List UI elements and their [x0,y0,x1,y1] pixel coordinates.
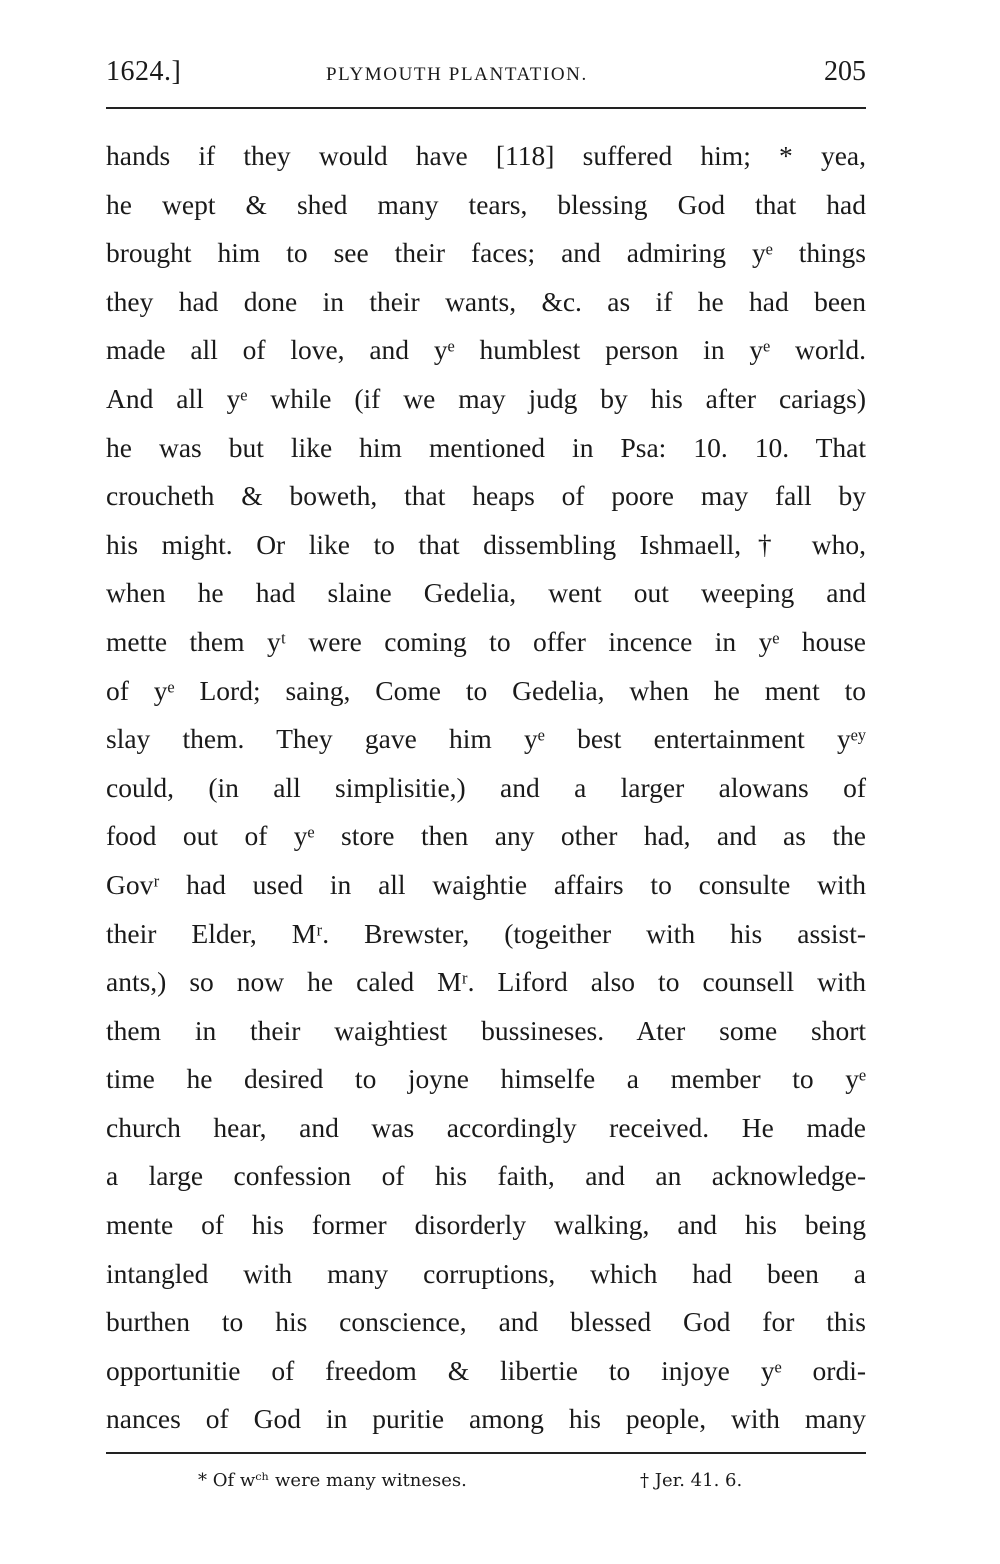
text-line: could, (in all simplisitie,) and a larger alowans of [106,771,866,803]
text-line: their Elder, Mʳ. Brewster, (togeither with his assist- [106,917,866,949]
footnote-star: * Of wᶜʰ were many witneses. [198,1470,467,1491]
running-head-year: 1624.] [106,56,182,87]
text-line: time he desired to joyne himselfe a member to yᵉ [106,1063,866,1095]
text-line: he wept & shed many tears, blessing God that had [106,188,866,220]
text-line: And all yᵉ while (if we may judg by his after cariags) [106,382,866,414]
text-line: ants,) so now he caled Mʳ. Liford also to counsell with [106,966,866,998]
body-text [106,132,866,1444]
text-line: brought him to see their faces; and admiring yᵉ things [106,237,866,269]
text-line: opportunitie of freedom & libertie to injoye yᵉ ordi- [106,1354,866,1386]
text-line: them in their waightiest bussineses. Ater some short [106,1014,866,1046]
text-line: a large confession of his faith, and an acknowledge- [106,1160,866,1192]
text-line: they had done in their wants, &c. as if he had been [106,285,866,317]
text-line: when he had slaine Gedelia, went out weeping and [106,577,866,609]
text-line: intangled with many corruptions, which had been a [106,1257,866,1289]
footnotes [106,1466,866,1498]
text-line: mente of his former disorderly walking, and his being [106,1209,866,1241]
footnote-dagger: † Jer. 41. 6. [640,1470,743,1491]
text-line: croucheth & boweth, that heaps of poore may fall by [106,480,866,512]
text-line: food out of yᵉ store then any other had, and as the [106,820,866,852]
text-line: mette them yᵗ were coming to offer incence in yᵉ house [106,625,866,657]
text-line: nances of God in puritie among his people, with many [106,1403,866,1435]
footnote-rule [106,1452,866,1454]
text-line: he was but like him mentioned in Psa: 10. 10. That [106,431,866,463]
text-line: of yᵉ Lord; saing, Come to Gedelia, when he ment to [106,674,866,706]
text-line: slay them. They gave him yᵉ best entertainment yᵉʸ [106,723,866,755]
text-line: burthen to his conscience, and blessed God for this [106,1306,866,1338]
text-line: made all of love, and yᵉ humblest person in yᵉ world. [106,334,866,366]
page-number: 205 [824,56,866,87]
text-line: Govʳ had used in all waightie affairs to consulte with [106,868,866,900]
text-line: church hear, and was accordingly received. He made [106,1111,866,1143]
text-line: hands if they would have [118] suffered him; * yea, [106,140,866,171]
running-head-title: PLYMOUTH PLANTATION. [326,64,588,85]
header-rule [106,107,866,109]
running-head [106,56,866,96]
text-line: his might. Or like to that dissembling Ishmaell,† who, [106,528,866,560]
